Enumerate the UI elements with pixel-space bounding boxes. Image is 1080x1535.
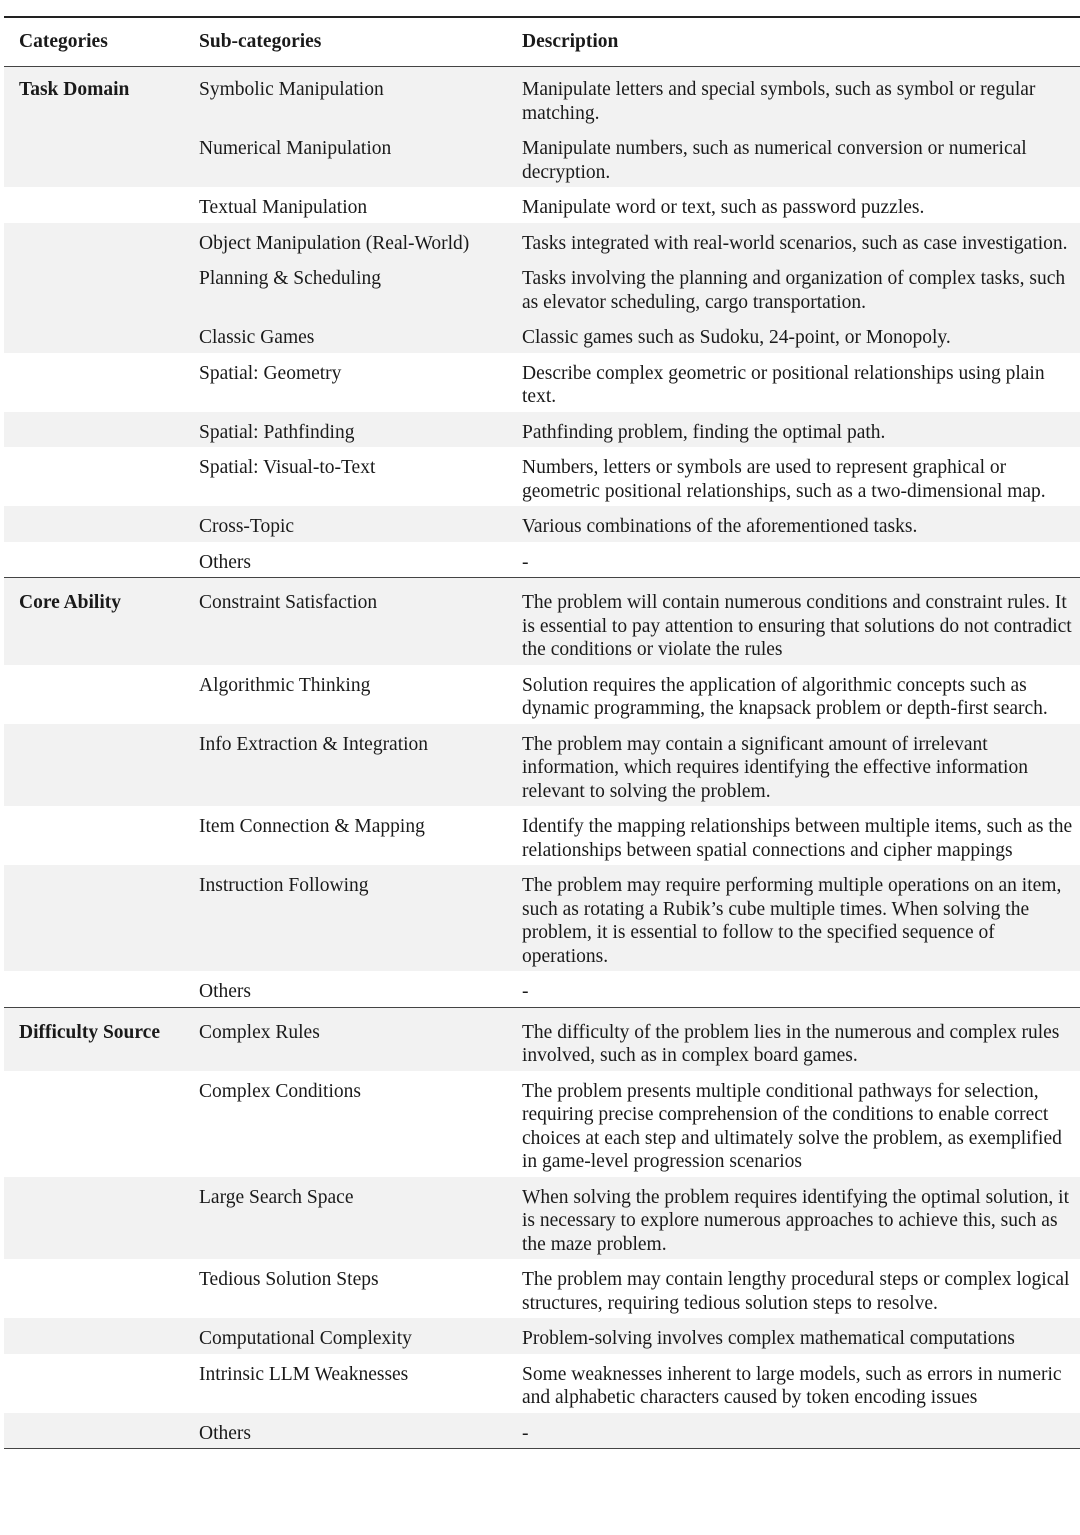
table-row [4,1354,1080,1413]
table-row [4,542,1080,578]
category-cell-empty [4,665,185,724]
description-cell: Problem-solving involves complex mathematical computations [508,1318,1080,1354]
category-cell-empty [4,1071,185,1177]
description-cell: The problem may require performing multiple operations on an item, such as rotating a Rubik’s cube multiple times. When solving the problem, it is essential to follow to the specified sequence of operations. [508,865,1080,971]
description-cell: The problem will contain numerous conditions and constraint rules. It is essential to pay attention to ensuring that solutions do not contradict the conditions or violate the rules [508,578,1080,665]
description-cell: Manipulate letters and special symbols, such as symbol or regular matching. [508,67,1080,129]
category-cell-empty [4,806,185,865]
table-row [4,806,1080,865]
sub-category-cell: Classic Games [185,317,508,353]
description-cell: - [522,551,529,573]
sub-category-cell: Textual Manipulation [199,197,368,218]
category-cell-empty [4,971,185,1007]
category-label: Core Ability [4,578,185,665]
description-cell: Numbers, letters or symbols are used to represent graphical or geometric positional relationships, such as a two-dimensional map. [522,457,1046,502]
table-row [4,67,1080,129]
description-cell: The problem may contain a significant amount of irrelevant information, which requires identifying the effective information relevant to solving the problem. [508,724,1080,807]
category-cell-empty [4,447,185,506]
category-cell-empty [4,506,185,542]
description-cell: Describe complex geometric or positional relationships using plain text. [522,362,1045,407]
table-row [4,1259,1080,1318]
sub-category-cell: Others [199,981,251,1002]
table-header-row [4,17,1080,67]
category-cell-empty [4,1177,185,1260]
table-row [4,724,1080,807]
category-cell-empty [4,317,185,353]
category-cell-empty [4,724,185,807]
category-cell-empty [4,223,185,259]
sub-category-cell: Others [185,1413,508,1449]
description-cell: Manipulate numbers, such as numerical conversion or numerical decryption. [508,128,1080,187]
sub-category-cell: Spatial: Pathfinding [185,412,508,448]
sub-category-cell: Cross-Topic [185,506,508,542]
sub-category-cell: Info Extraction & Integration [185,724,508,807]
table-row [4,1318,1080,1354]
table-row [4,578,1080,665]
taxonomy-table [4,16,1080,1449]
sub-category-cell: Planning & Scheduling [185,258,508,317]
description-cell: Various combinations of the aforementioned tasks. [508,506,1080,542]
description-cell: When solving the problem requires identifying the optimal solution, it is necessary to explore numerous approaches to achieve this, such as the maze problem. [508,1177,1080,1260]
table-row [4,353,1080,412]
category-cell-empty [4,128,185,187]
description-cell: Tasks involving the planning and organization of complex tasks, such as elevator scheduling, cargo transportation. [508,258,1080,317]
description-cell: Manipulate word or text, such as password puzzles. [522,197,925,218]
sub-category-cell: Computational Complexity [185,1318,508,1354]
description-cell: Tasks integrated with real-world scenarios, such as case investigation. [508,223,1080,259]
description-cell: - [522,981,529,1002]
header-categories: Categories [4,17,185,67]
description-cell: The problem presents multiple conditional pathways for selection, requiring precise comprehension of the conditions to enable correct choices at each step and ultimately solve the problem, as exemplified in game-level progression scenarios [522,1080,1062,1172]
table-body [4,67,1080,1449]
description-cell: The problem may contain lengthy procedural steps or complex logical structures, requiring tedious solution steps to resolve. [522,1269,1070,1314]
sub-category-cell: Object Manipulation (Real-World) [185,223,508,259]
description-cell: The difficulty of the problem lies in the numerous and complex rules involved, such as in complex board games. [508,1007,1080,1071]
description-cell: Some weaknesses inherent to large models, such as errors in numeric and alphabetic characters caused by token encoding issues [522,1363,1062,1408]
table-row [4,1007,1080,1071]
description-cell: Classic games such as Sudoku, 24-point, or Monopoly. [508,317,1080,353]
sub-category-cell: Instruction Following [185,865,508,971]
sub-category-cell: Spatial: Geometry [199,362,342,384]
sub-category-cell: Large Search Space [185,1177,508,1260]
category-cell-empty [4,412,185,448]
category-cell-empty [4,865,185,971]
table-row [4,1071,1080,1177]
description-cell: Identify the mapping relationships between multiple items, such as the relationships between spatial connections and cipher mappings [522,816,1073,861]
category-cell-empty [4,258,185,317]
table-row [4,1177,1080,1260]
category-label: Difficulty Source [4,1007,185,1071]
table-row [4,506,1080,542]
description-cell: Pathfinding problem, finding the optimal path. [508,412,1080,448]
table-row [4,317,1080,353]
sub-category-cell: Complex Conditions [199,1080,361,1102]
table-row [4,971,1080,1007]
sub-category-cell: Numerical Manipulation [185,128,508,187]
table-row [4,665,1080,724]
table-row [4,447,1080,506]
sub-category-cell: Tedious Solution Steps [199,1269,379,1290]
category-label: Task Domain [4,67,185,129]
category-cell-empty [4,187,185,223]
category-cell-empty [4,353,185,412]
category-cell-empty [4,1354,185,1413]
taxonomy-table-container [4,16,1080,1449]
description-cell: - [508,1413,1080,1449]
category-cell-empty [4,1413,185,1449]
table-row [4,258,1080,317]
sub-category-cell: Spatial: Visual-to-Text [199,457,376,478]
sub-category-cell: Intrinsic LLM Weaknesses [199,1363,409,1385]
category-cell-empty [4,542,185,578]
header-description: Description [508,17,1080,67]
sub-category-cell: Constraint Satisfaction [185,578,508,665]
table-row [4,187,1080,223]
table-row [4,412,1080,448]
header-sub-categories: Sub-categories [185,17,508,67]
sub-category-cell: Complex Rules [185,1007,508,1071]
description-cell: Solution requires the application of algorithmic concepts such as dynamic programming, the knapsack problem or depth-first search. [522,674,1048,719]
sub-category-cell: Symbolic Manipulation [185,67,508,129]
sub-category-cell: Others [199,551,251,573]
table-row [4,128,1080,187]
table-row [4,865,1080,971]
sub-category-cell: Item Connection & Mapping [199,816,425,837]
category-cell-empty [4,1318,185,1354]
sub-category-cell: Algorithmic Thinking [199,674,371,696]
table-row [4,1413,1080,1449]
category-cell-empty [4,1259,185,1318]
table-row [4,223,1080,259]
